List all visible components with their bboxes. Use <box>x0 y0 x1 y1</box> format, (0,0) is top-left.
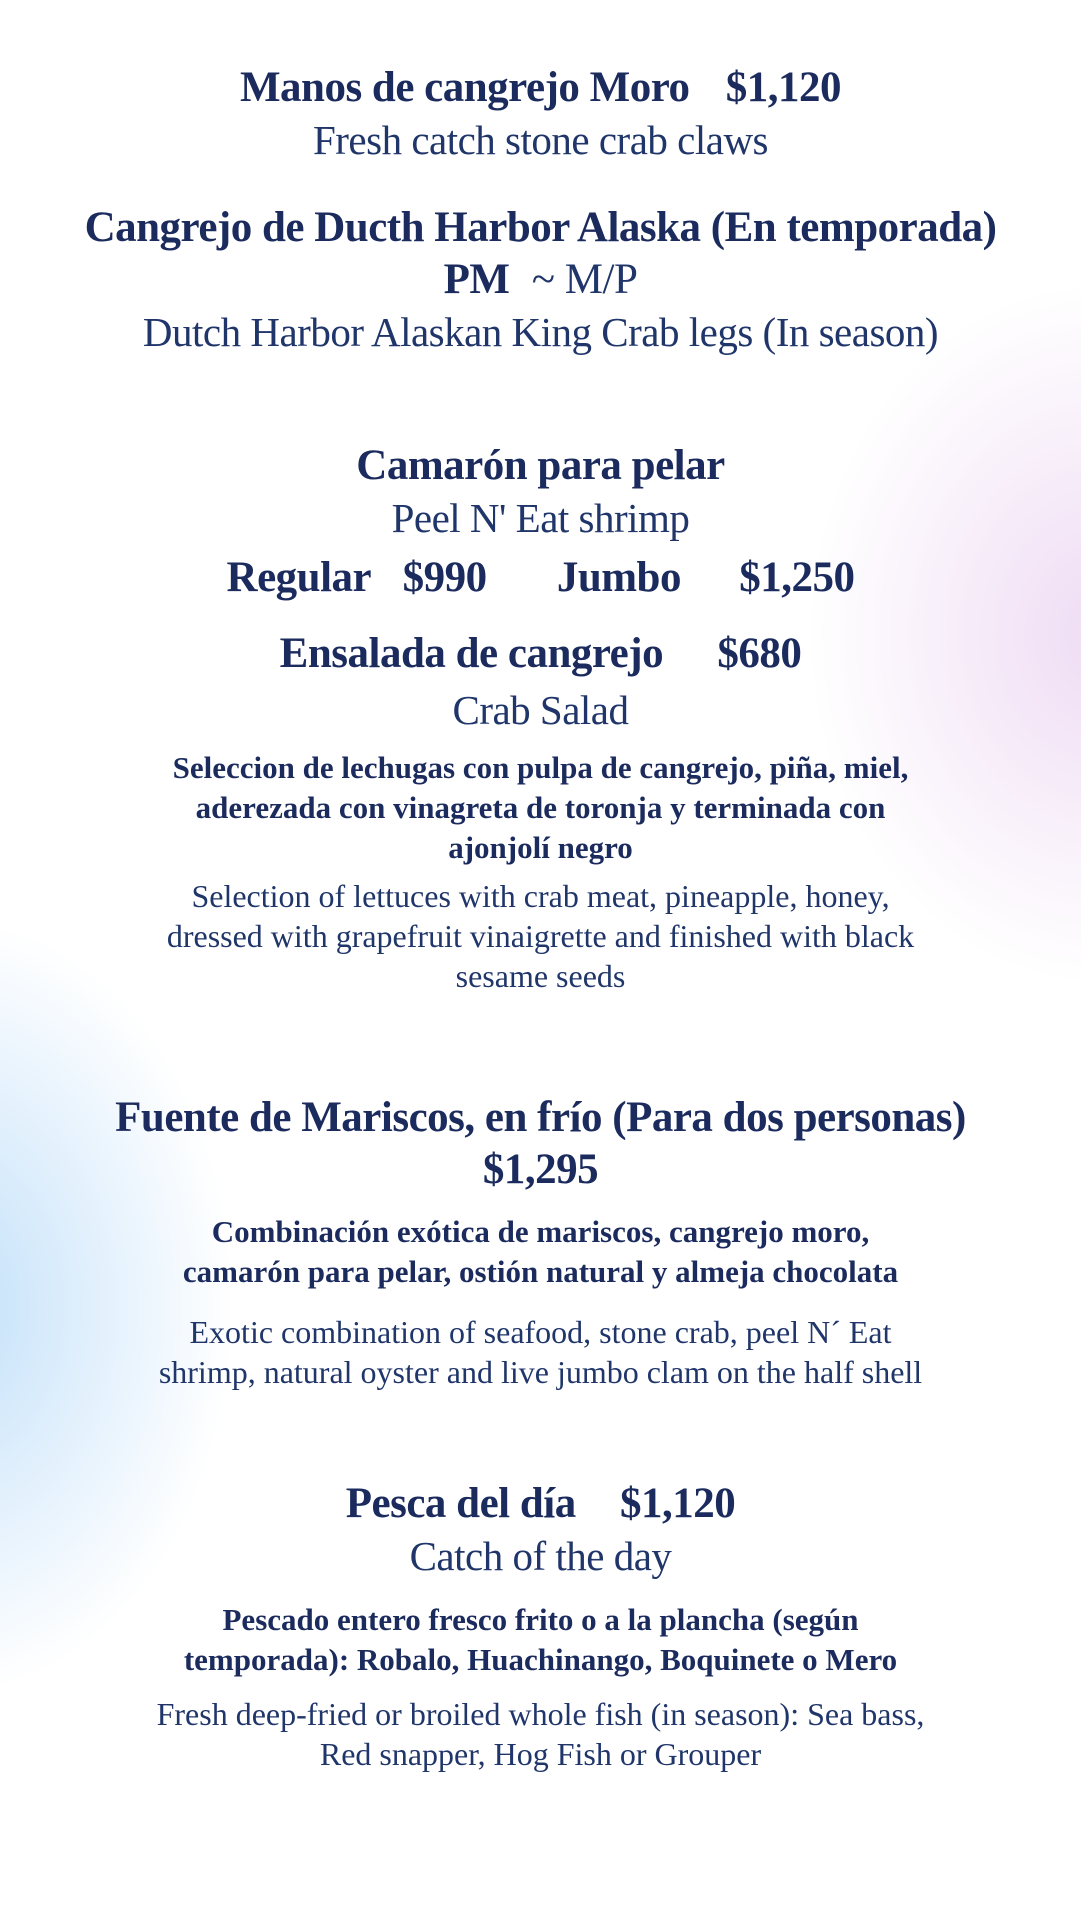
menu-item-cangrejo-ducth-harbor <box>0 202 1081 358</box>
item-desc-es-line: aderezada con vinagreta de toronja y terminada con <box>195 790 886 825</box>
item-price: $1,120 <box>619 1480 736 1527</box>
item-price: $680 <box>717 630 802 677</box>
item-size-options <box>0 552 1081 604</box>
item-desc-en-line: Fresh deep-fried or broiled whole fish (in season): Sea bass, <box>156 1696 925 1732</box>
item-price: $1,295 <box>482 1146 599 1193</box>
menu-item-pesca-del-dia <box>0 1478 1081 1774</box>
item-desc-en-line: sesame seeds <box>455 958 626 994</box>
item-price-bold: PM <box>443 256 510 303</box>
item-desc-es <box>0 1600 1081 1680</box>
menu-item-manos-de-cangrejo <box>0 62 1081 166</box>
item-title-line <box>0 1478 1081 1530</box>
item-desc-en <box>0 1694 1081 1774</box>
item-price: $1,120 <box>725 64 842 111</box>
item-desc-en-line: Exotic combination of seafood, stone crab, peel N´ Eat <box>189 1314 892 1350</box>
size-option-label: Regular <box>226 554 371 601</box>
item-title-es: Cangrejo de Ducth Harbor Alaska (En temporada) <box>84 204 997 251</box>
item-subtitle-en: Dutch Harbor Alaskan King Crab legs (In season) <box>142 309 939 355</box>
menu-item-camaron-para-pelar <box>0 440 1081 604</box>
item-desc-es-line: temporada): Robalo, Huachinango, Boquinete o Mero <box>183 1642 898 1677</box>
item-title-es: Manos de cangrejo Moro <box>239 64 690 111</box>
item-desc-es-line: Seleccion de lechugas con pulpa de cangrejo, piña, miel, <box>172 750 909 785</box>
item-title-line <box>0 62 1081 114</box>
item-desc-en-line: Red snapper, Hog Fish or Grouper <box>319 1736 762 1772</box>
item-desc-en-line: Selection of lettuces with crab meat, pineapple, honey, <box>191 878 890 914</box>
item-title-es: Ensalada de cangrejo <box>279 630 664 677</box>
item-desc-en-line: dressed with grapefruit vinaigrette and finished with black <box>166 918 915 954</box>
size-option-price: $990 <box>402 554 487 601</box>
item-desc-es <box>0 748 1081 868</box>
item-desc-es-line: ajonjolí negro <box>448 830 633 865</box>
item-subtitle-en: Catch of the day <box>409 1533 672 1579</box>
menu-item-ensalada-de-cangrejo <box>0 628 1081 996</box>
size-option-label: Jumbo <box>556 554 681 601</box>
item-desc-es-line: Combinación exótica de mariscos, cangrejo moro, <box>211 1214 870 1249</box>
item-title-es: Camarón para pelar <box>356 442 725 489</box>
item-subtitle-en: Crab Salad <box>452 687 629 733</box>
item-desc-en-line: shrimp, natural oyster and live jumbo clam on the half shell <box>158 1354 923 1390</box>
size-option-price: $1,250 <box>739 554 855 601</box>
menu-item-fuente-de-mariscos <box>0 1092 1081 1392</box>
item-subtitle-en: Peel N' Eat shrimp <box>391 495 690 541</box>
item-desc-es-line: camarón para pelar, ostión natural y almeja chocolata <box>182 1254 899 1289</box>
item-title-es: Pesca del día <box>345 1480 576 1527</box>
item-title-line <box>0 628 1081 680</box>
item-title-es: Fuente de Mariscos, en frío (Para dos personas) <box>115 1094 966 1141</box>
item-price-light: ~ M/P <box>531 256 638 303</box>
item-desc-en <box>0 876 1081 996</box>
item-desc-es-line: Pescado entero fresco frito o a la plancha (según <box>222 1602 859 1637</box>
item-price-line <box>0 254 1081 306</box>
item-subtitle-en: Fresh catch stone crab claws <box>312 117 769 163</box>
item-desc-en <box>0 1312 1081 1392</box>
item-desc-es <box>0 1212 1081 1292</box>
